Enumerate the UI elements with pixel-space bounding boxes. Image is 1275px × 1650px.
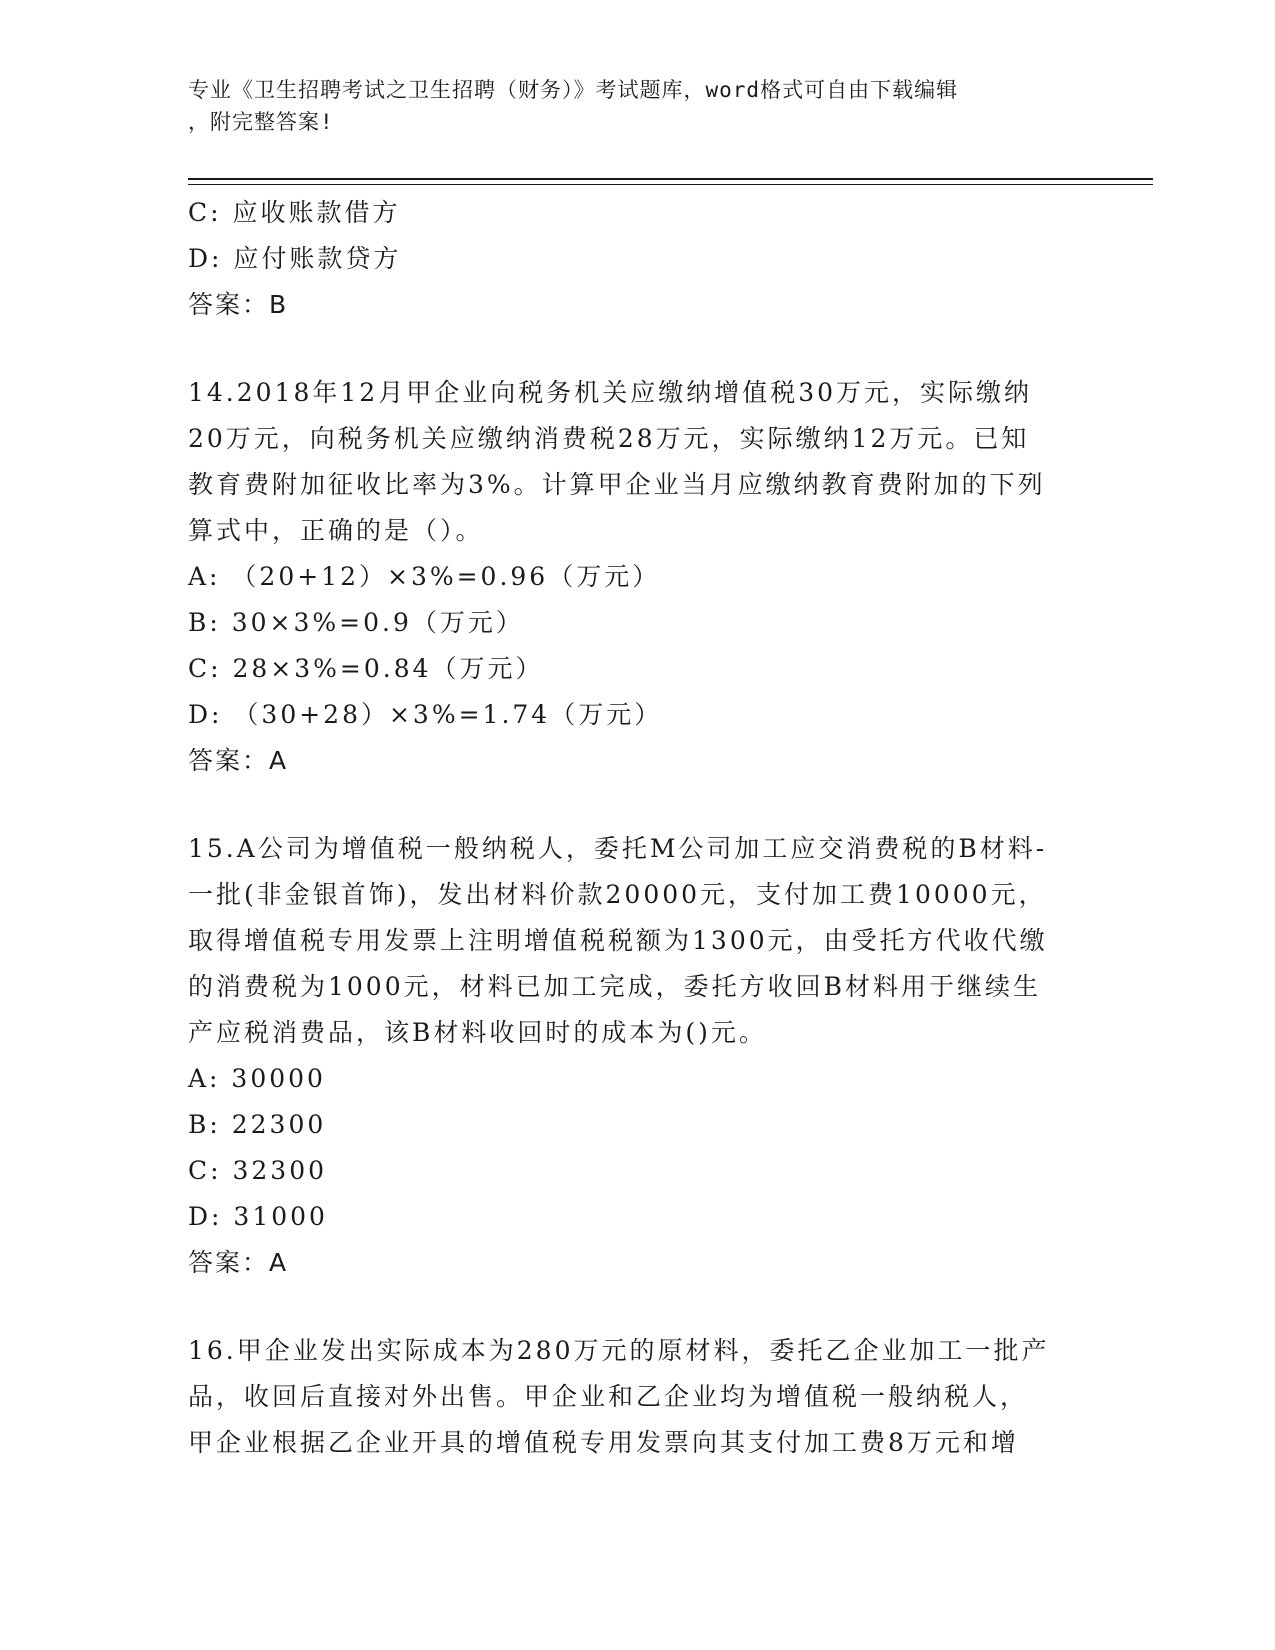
option-b: B: 22300 — [188, 1110, 327, 1139]
question-15 — [188, 826, 1088, 1286]
question-stem-line: 一批(非金银首饰)，发出材料价款20000元，支付加工费10000元， — [188, 880, 1047, 909]
document-body — [188, 190, 1088, 1466]
question-stem-line: 品，收回后直接对外出售。甲企业和乙企业均为增值税一般纳税人， — [188, 1382, 1029, 1411]
option-c: C: 28×3%=0.84（万元） — [188, 654, 544, 683]
answer-label: 答案：A — [188, 1248, 289, 1277]
question-stem-line: 20万元，向税务机关应缴纳消费税28万元，实际缴纳12万元。已知 — [188, 424, 1030, 453]
spacer — [188, 1286, 1088, 1328]
question-16 — [188, 1328, 1088, 1466]
question-stem-line: 的消费税为1000元，材料已加工完成，委托方收回B材料用于继续生 — [188, 972, 1041, 1001]
question-14 — [188, 370, 1088, 784]
option-c: C: 应收账款借方 — [188, 198, 401, 227]
answer-label: 答案：B — [188, 290, 289, 319]
header-line-2: ，附完整答案! — [188, 110, 334, 134]
question-stem-line: 算式中，正确的是（）。 — [188, 516, 484, 545]
header-rule-thick — [188, 178, 1153, 180]
question-13 — [188, 190, 1088, 328]
option-d: D: （30+28）×3%=1.74（万元） — [188, 700, 663, 729]
question-stem-line: 14.2018年12月甲企业向税务机关应缴纳增值税30万元，实际缴纳 — [188, 378, 1033, 407]
question-stem-line: 教育费附加征收比率为3%。计算甲企业当月应缴纳教育费附加的下列 — [188, 470, 1046, 499]
option-b: B: 30×3%=0.9（万元） — [188, 608, 524, 637]
answer-label: 答案：A — [188, 746, 289, 775]
header-rule-thin — [188, 184, 1153, 185]
header-line-1: 专业《卫生招聘考试之卫生招聘（财务）》考试题库，word格式可自由下载编辑 — [188, 78, 959, 102]
question-stem-line: 15.A公司为增值税一般纳税人，委托M公司加工应交消费税的B材料- — [188, 834, 1048, 863]
document-header — [188, 74, 1088, 138]
question-stem-line: 甲企业根据乙企业开具的增值税专用发票向其支付加工费8万元和增 — [188, 1428, 1019, 1457]
spacer — [188, 328, 1088, 370]
option-a: A: 30000 — [188, 1064, 326, 1093]
option-a: A: （20+12）×3%=0.96（万元） — [188, 562, 661, 591]
option-d: D: 应付账款贷方 — [188, 244, 402, 273]
option-c: C: 32300 — [188, 1156, 328, 1185]
option-d: D: 31000 — [188, 1202, 328, 1231]
spacer — [188, 784, 1088, 826]
question-stem-line: 16.甲企业发出实际成本为280万元的原材料，委托乙企业加工一批产 — [188, 1336, 1050, 1365]
question-stem-line: 产应税消费品，该B材料收回时的成本为()元。 — [188, 1018, 767, 1047]
question-stem-line: 取得增值税专用发票上注明增值税税额为1300元，由受托方代收代缴 — [188, 926, 1048, 955]
